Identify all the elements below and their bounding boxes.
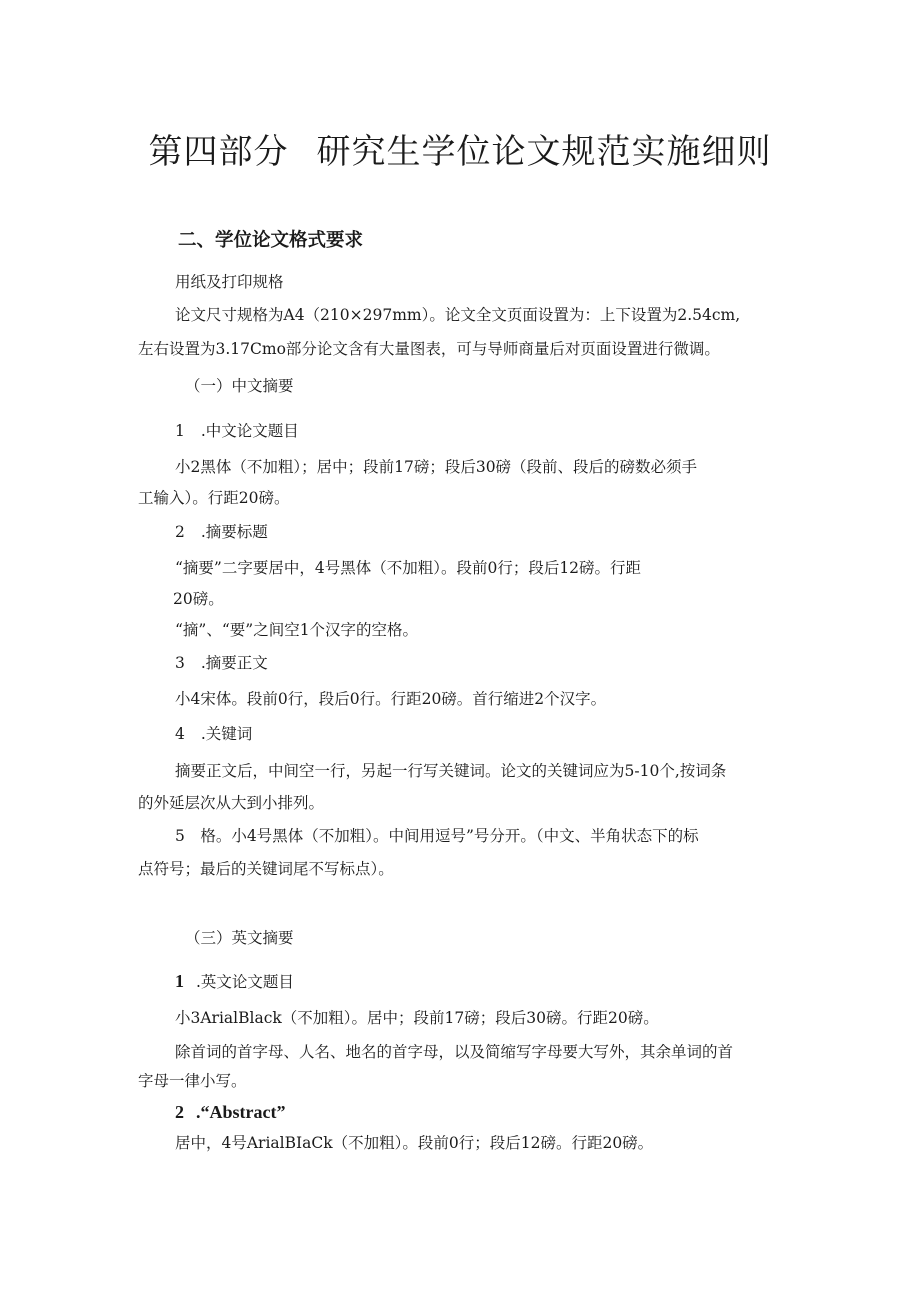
cn-title-spec-1: 小2黑体（不加粗）；居中；段前17磅；段后30磅（段前、段后的磅数必须手: [175, 458, 698, 476]
abs-title-spec-3: “摘”、“要”之间空1个汉字的空格。: [175, 621, 419, 639]
abs-title-spec-1: “摘要”二字要居中，4号黑体（不加粗）。段前0行；段后12磅。行距: [175, 559, 642, 577]
item-label: .英文论文题目: [196, 973, 294, 991]
item-number: 4: [175, 725, 185, 743]
abstract-heading-spec: 居中，4号ArialBIaCk（不加粗）。段前0行；段后12磅。行距20磅。: [175, 1134, 654, 1152]
chinese-abstract-heading: （一）中文摘要: [185, 377, 294, 395]
en-title-item: [175, 970, 294, 993]
item-label: .“Abstract”: [196, 1102, 286, 1122]
en-caps-spec-1: 除首词的首字母、人名、地名的首字母，以及简缩写字母要大写外，其余单词的首: [175, 1043, 734, 1061]
paper-label: 用纸及打印规格: [175, 273, 284, 291]
paper-spec-line-1: 论文尺寸规格为A4（210×297mm）。论文全文页面设置为：上下设置为2.54cm,: [175, 306, 741, 324]
keyword-spec-2: 的外延层次从大到小排列。: [138, 794, 325, 812]
abstract-heading-item: [175, 1101, 285, 1124]
item-label: .中文论文题目: [200, 422, 299, 440]
item-label: .关键词: [200, 725, 253, 743]
abs-body-spec: 小4宋体。段前0行，段后0行。行距20磅。首行缩进2个汉字。: [175, 690, 607, 708]
keyword-spec-1: 摘要正文后，中间空一行，另起一行写关键词。论文的关键词应为5-10个,按词条: [175, 762, 727, 780]
item-number: 2: [175, 1102, 184, 1122]
abs-title-spec-2: 20磅。: [173, 590, 224, 608]
cn-title-spec-2: 工输入）。行距20磅。: [138, 489, 290, 507]
en-title-spec: 小3ArialBlack（不加粗）。居中；段前17磅；段后30磅。行距20磅。: [175, 1009, 659, 1027]
english-abstract-heading: （三）英文摘要: [185, 929, 294, 947]
paper-spec-line-2: 左右设置为3.17Cmo部分论文含有大量图表，可与导师商量后对页面设置进行微调。: [138, 340, 720, 358]
section-heading: 二、学位论文格式要求: [178, 230, 364, 251]
abs-body-item: [175, 652, 268, 674]
item-number: 1: [175, 422, 185, 440]
page-title: [0, 128, 920, 176]
keyword-spec-4: 点符号；最后的关键词尾不写标点）。: [138, 860, 394, 878]
item-number: 3: [175, 654, 185, 672]
title-name: 研究生学位论文规范实施细则: [316, 132, 772, 172]
keyword-spec-3: 5 格。小4号黑体（不加粗）。中间用逗号”号分开。（中文、半角状态下的标: [175, 827, 699, 845]
en-caps-spec-2: 字母一律小写。: [138, 1072, 247, 1090]
item-number: 2: [175, 523, 185, 541]
abs-title-item: [175, 521, 268, 543]
cn-title-item: [175, 420, 299, 442]
keyword-item: [175, 723, 252, 745]
title-part: 第四部分: [148, 132, 289, 172]
item-label: .摘要标题: [200, 523, 268, 541]
item-label: .摘要正文: [200, 654, 268, 672]
item-number: 1: [175, 971, 184, 991]
